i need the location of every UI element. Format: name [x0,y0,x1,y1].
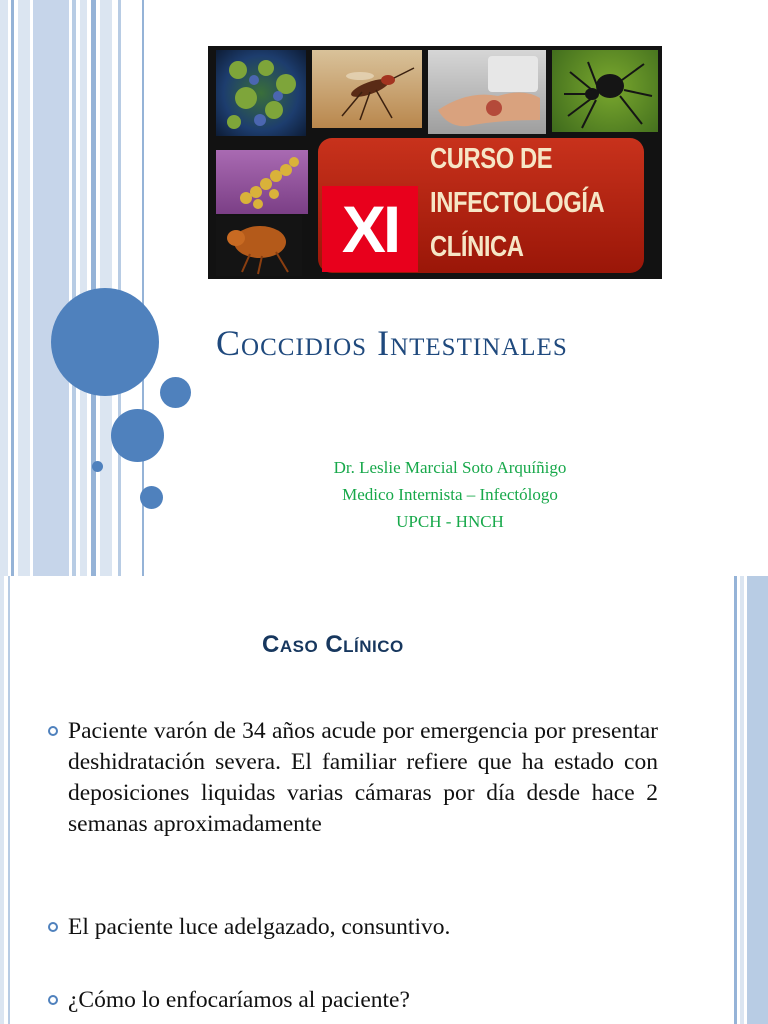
decor-circle-small [140,486,163,509]
decor-circle-large [51,288,159,396]
skin-lesion-photo [428,50,546,134]
decor-stripe [8,576,10,1024]
slide-title: Coccidios Intestinales [216,323,568,363]
list-item [48,716,658,876]
flea-icon [216,216,302,276]
decor-stripe [33,0,69,576]
decor-stripe [740,576,744,1024]
decor-stripe [80,0,87,576]
banner-text-line: CURSO DE [430,143,553,175]
decor-circle-medium [111,409,164,462]
banner-text-line: CLÍNICA [430,231,524,263]
author-institution: UPCH - HNCH [396,512,504,531]
circle-bullet-icon [48,922,58,932]
course-banner [208,46,662,279]
hand-icon [428,50,546,134]
decor-stripe [734,576,737,1024]
author-name: Dr. Leslie Marcial Soto Arquíñigo [333,458,567,477]
bullet-text: Paciente varón de 34 años acude por emergencia por presentar deshidratación severa. El familiar refiere que ha estado con deposiciones liquidas varias cámaras por día desde hace 2 semanas aproximadamente [68,718,658,837]
decor-stripe [11,0,14,576]
bacteria-icon [216,150,308,214]
mosquito-icon [312,50,422,128]
virus-photo [216,50,306,136]
banner-text-line: INFECTOLOGÍA [430,187,605,219]
slide-title: Caso Clínico [262,631,404,658]
circle-bullet-icon [48,995,58,1005]
decor-circle-tiny [92,461,103,472]
bullet-text: El paciente luce adelgazado, consuntivo. [68,914,451,940]
decor-stripe [72,0,76,576]
circle-bullet-icon [48,726,58,736]
decor-stripe [0,0,8,576]
mosquito-photo [312,50,422,128]
virus-icon [216,50,306,136]
flea-photo [216,216,302,276]
bullet-text: ¿Cómo lo enfocaríamos al paciente? [68,987,410,1013]
decor-stripe [747,576,768,1024]
author-role: Medico Internista – Infectólogo [342,485,558,504]
course-number: XI [322,186,418,272]
decor-stripe [18,0,30,576]
spider-photo [552,50,658,132]
spider-icon [552,50,658,132]
decor-stripe [0,576,4,1024]
decor-circle-small [160,377,191,408]
case-slide [0,576,768,1024]
bacteria-photo [216,150,308,214]
decor-stripe [118,0,121,576]
